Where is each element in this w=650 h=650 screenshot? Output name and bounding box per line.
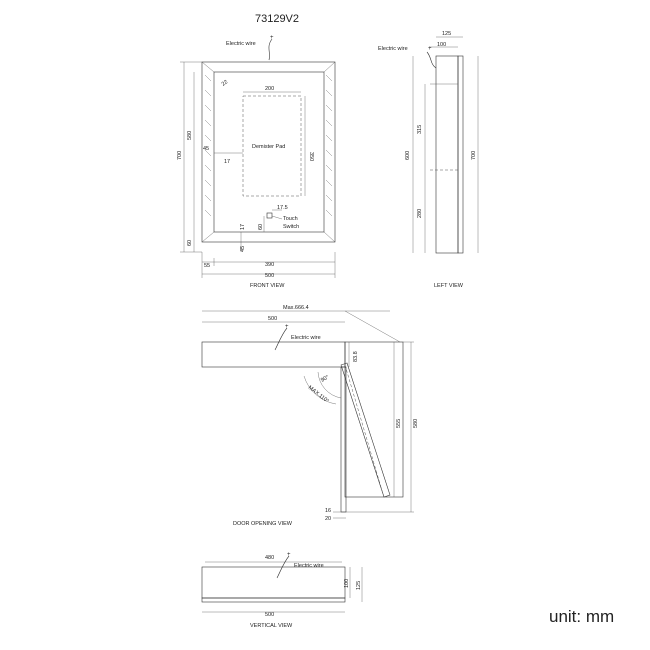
door-dim-555: 555 (396, 418, 402, 428)
door-dim-500: 500 (268, 316, 278, 322)
vertical-dim-100: 100 (344, 578, 350, 588)
vertical-wire-mark: + (287, 552, 291, 558)
front-dim-22: 22 (220, 79, 230, 88)
front-dim-580: 580 (187, 130, 193, 140)
left-dim-125: 125 (442, 31, 452, 37)
vertical-dim-125: 125 (356, 580, 362, 590)
demister-pad-label: Demister Pad (252, 144, 286, 150)
door-angle-max: MAX.110° (306, 384, 330, 405)
front-dim-700: 700 (177, 150, 183, 160)
left-dim-315: 315 (417, 124, 423, 134)
door-view-caption: DOOR OPENING VIEW (233, 521, 292, 527)
model-title: 73129V2 (254, 13, 300, 25)
front-dim-45-bottom: 45 (240, 245, 246, 252)
unit-label: unit: mm (549, 607, 615, 626)
left-dim-100: 100 (437, 42, 447, 48)
left-dim-700: 700 (471, 150, 477, 160)
front-dim-17-bottom: 17 (240, 223, 246, 230)
left-view (378, 31, 478, 289)
door-wire-mark: + (285, 324, 289, 330)
door-dim-16: 16 (325, 508, 332, 514)
door-dim-max: Max.666.4 (283, 305, 309, 311)
door-dim-580: 580 (413, 418, 419, 428)
front-dim-390: 390 (265, 262, 275, 268)
touch-switch-label-1: Touch (283, 216, 298, 222)
front-view (177, 35, 335, 289)
left-wire-mark: + (428, 46, 432, 52)
touch-switch-label-2: Switch (283, 224, 300, 230)
front-dim-17-5: 17.5 (277, 205, 288, 211)
door-dim-20: 20 (325, 516, 332, 522)
left-dim-600: 600 (405, 150, 411, 160)
front-dim-350: 350 (308, 152, 314, 162)
left-electric-wire-label: Electric wire (378, 46, 408, 52)
door-angle-90: 90° (320, 374, 331, 384)
door-electric-wire-label: Electric wire (291, 335, 321, 341)
front-dim-500: 500 (265, 273, 275, 279)
door-dim-83-8: 83.8 (353, 351, 359, 362)
vertical-view-caption: VERTICAL VIEW (250, 623, 293, 629)
left-dim-280: 280 (417, 208, 423, 218)
front-wire-mark: + (270, 35, 274, 41)
front-dim-200: 200 (265, 86, 275, 92)
front-view-caption: FRONT VIEW (250, 283, 285, 289)
vertical-dim-500: 500 (265, 612, 275, 618)
left-view-caption: LEFT VIEW (434, 283, 463, 289)
vertical-view (202, 552, 362, 629)
front-dim-60-switch: 60 (258, 223, 264, 230)
door-opening-view (202, 305, 419, 527)
front-electric-wire-label: Electric wire (226, 41, 256, 47)
front-dim-45: 45 (203, 146, 210, 152)
front-dim-55: 55 (204, 263, 211, 269)
front-dim-17: 17 (224, 159, 231, 165)
vertical-dim-480: 480 (265, 555, 275, 561)
front-dim-60: 60 (187, 239, 193, 246)
vertical-electric-wire-label: Electric wire (294, 563, 324, 569)
